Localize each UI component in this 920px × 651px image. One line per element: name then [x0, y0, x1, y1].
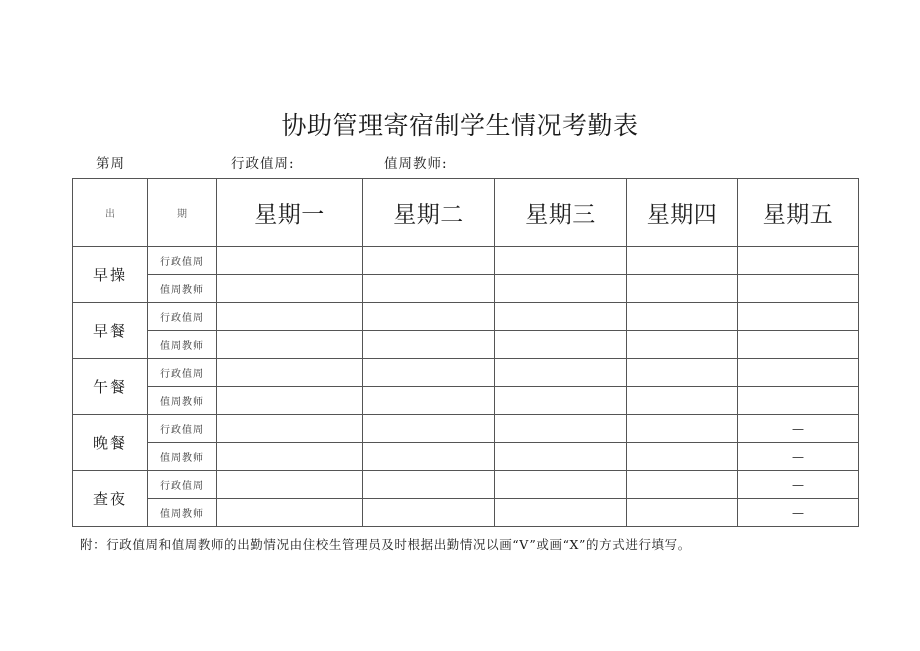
admin-duty-label: 行政值周:	[231, 156, 295, 172]
attendance-cell[interactable]	[627, 443, 738, 471]
attendance-cell[interactable]	[627, 471, 738, 499]
attendance-table	[72, 178, 859, 527]
attendance-cell[interactable]	[738, 275, 859, 303]
attendance-cell[interactable]	[627, 359, 738, 387]
table-row	[73, 275, 859, 303]
attendance-cell[interactable]	[495, 275, 627, 303]
role-label: 行政值周	[148, 359, 217, 387]
attendance-cell[interactable]	[217, 303, 363, 331]
attendance-cell[interactable]	[217, 471, 363, 499]
role-label: 值周教师	[148, 275, 217, 303]
day-header-wednesday: 星期三	[495, 179, 627, 247]
attendance-cell[interactable]	[627, 247, 738, 275]
meal-label: 早操	[73, 247, 148, 303]
attendance-cell[interactable]: —	[738, 499, 859, 527]
week-label: 第周	[96, 156, 125, 172]
attendance-cell[interactable]	[738, 247, 859, 275]
attendance-cell[interactable]	[363, 275, 495, 303]
table-row	[73, 359, 859, 387]
attendance-cell[interactable]	[627, 331, 738, 359]
footnote: 附：行政值周和值周教师的出勤情况由住校生管理员及时根据出勤情况以画“V”或画“X”的方式进行填写。	[80, 537, 691, 552]
table-row	[73, 303, 859, 331]
page-title: 协助管理寄宿制学生情况考勤表	[281, 111, 639, 140]
attendance-cell[interactable]	[363, 471, 495, 499]
role-label: 行政值周	[148, 415, 217, 443]
attendance-cell[interactable]	[627, 303, 738, 331]
attendance-cell[interactable]	[495, 387, 627, 415]
attendance-cell[interactable]	[363, 499, 495, 527]
attendance-cell[interactable]	[627, 415, 738, 443]
day-header-friday: 星期五	[738, 179, 859, 247]
role-label: 行政值周	[148, 303, 217, 331]
meal-label: 查夜	[73, 471, 148, 527]
attendance-cell[interactable]: —	[738, 471, 859, 499]
table-row	[73, 387, 859, 415]
attendance-cell[interactable]	[363, 443, 495, 471]
attendance-cell[interactable]	[738, 387, 859, 415]
day-header-tuesday: 星期二	[363, 179, 495, 247]
meal-label: 早餐	[73, 303, 148, 359]
attendance-cell[interactable]: —	[738, 443, 859, 471]
attendance-cell[interactable]	[363, 415, 495, 443]
role-label: 值周教师	[148, 443, 217, 471]
role-label: 值周教师	[148, 499, 217, 527]
attendance-cell[interactable]	[363, 359, 495, 387]
meal-label: 午餐	[73, 359, 148, 415]
attendance-cell[interactable]	[738, 359, 859, 387]
attendance-cell[interactable]	[363, 387, 495, 415]
attendance-cell[interactable]: —	[738, 415, 859, 443]
attendance-cell[interactable]	[627, 275, 738, 303]
meal-label: 晚餐	[73, 415, 148, 471]
attendance-cell[interactable]	[217, 331, 363, 359]
table-row	[73, 471, 859, 499]
day-header-thursday: 星期四	[627, 179, 738, 247]
role-label: 行政值周	[148, 471, 217, 499]
table-row	[73, 415, 859, 443]
table-row	[73, 247, 859, 275]
duty-teacher-label: 值周教师:	[384, 156, 448, 172]
role-label: 行政值周	[148, 247, 217, 275]
attendance-cell[interactable]	[217, 247, 363, 275]
attendance-cell[interactable]	[363, 247, 495, 275]
attendance-cell[interactable]	[627, 387, 738, 415]
attendance-cell[interactable]	[217, 387, 363, 415]
attendance-table-body	[73, 179, 859, 527]
day-header-monday: 星期一	[217, 179, 363, 247]
attendance-cell[interactable]	[738, 331, 859, 359]
table-row	[73, 443, 859, 471]
attendance-cell[interactable]	[495, 303, 627, 331]
table-row	[73, 331, 859, 359]
attendance-cell[interactable]	[495, 471, 627, 499]
attendance-cell[interactable]	[495, 499, 627, 527]
attendance-cell[interactable]	[495, 359, 627, 387]
attendance-cell[interactable]	[495, 443, 627, 471]
attendance-cell[interactable]	[495, 331, 627, 359]
attendance-cell[interactable]	[217, 415, 363, 443]
corner-header-right: 期	[148, 179, 217, 247]
attendance-cell[interactable]	[627, 499, 738, 527]
role-label: 值周教师	[148, 387, 217, 415]
attendance-cell[interactable]	[217, 499, 363, 527]
corner-header-left: 出	[73, 179, 148, 247]
attendance-cell[interactable]	[495, 415, 627, 443]
attendance-cell[interactable]	[495, 247, 627, 275]
attendance-cell[interactable]	[363, 303, 495, 331]
table-row	[73, 499, 859, 527]
attendance-cell[interactable]	[217, 275, 363, 303]
header-row	[73, 179, 859, 247]
attendance-cell[interactable]	[217, 443, 363, 471]
attendance-cell[interactable]	[363, 331, 495, 359]
attendance-cell[interactable]	[738, 303, 859, 331]
role-label: 值周教师	[148, 331, 217, 359]
attendance-cell[interactable]	[217, 359, 363, 387]
